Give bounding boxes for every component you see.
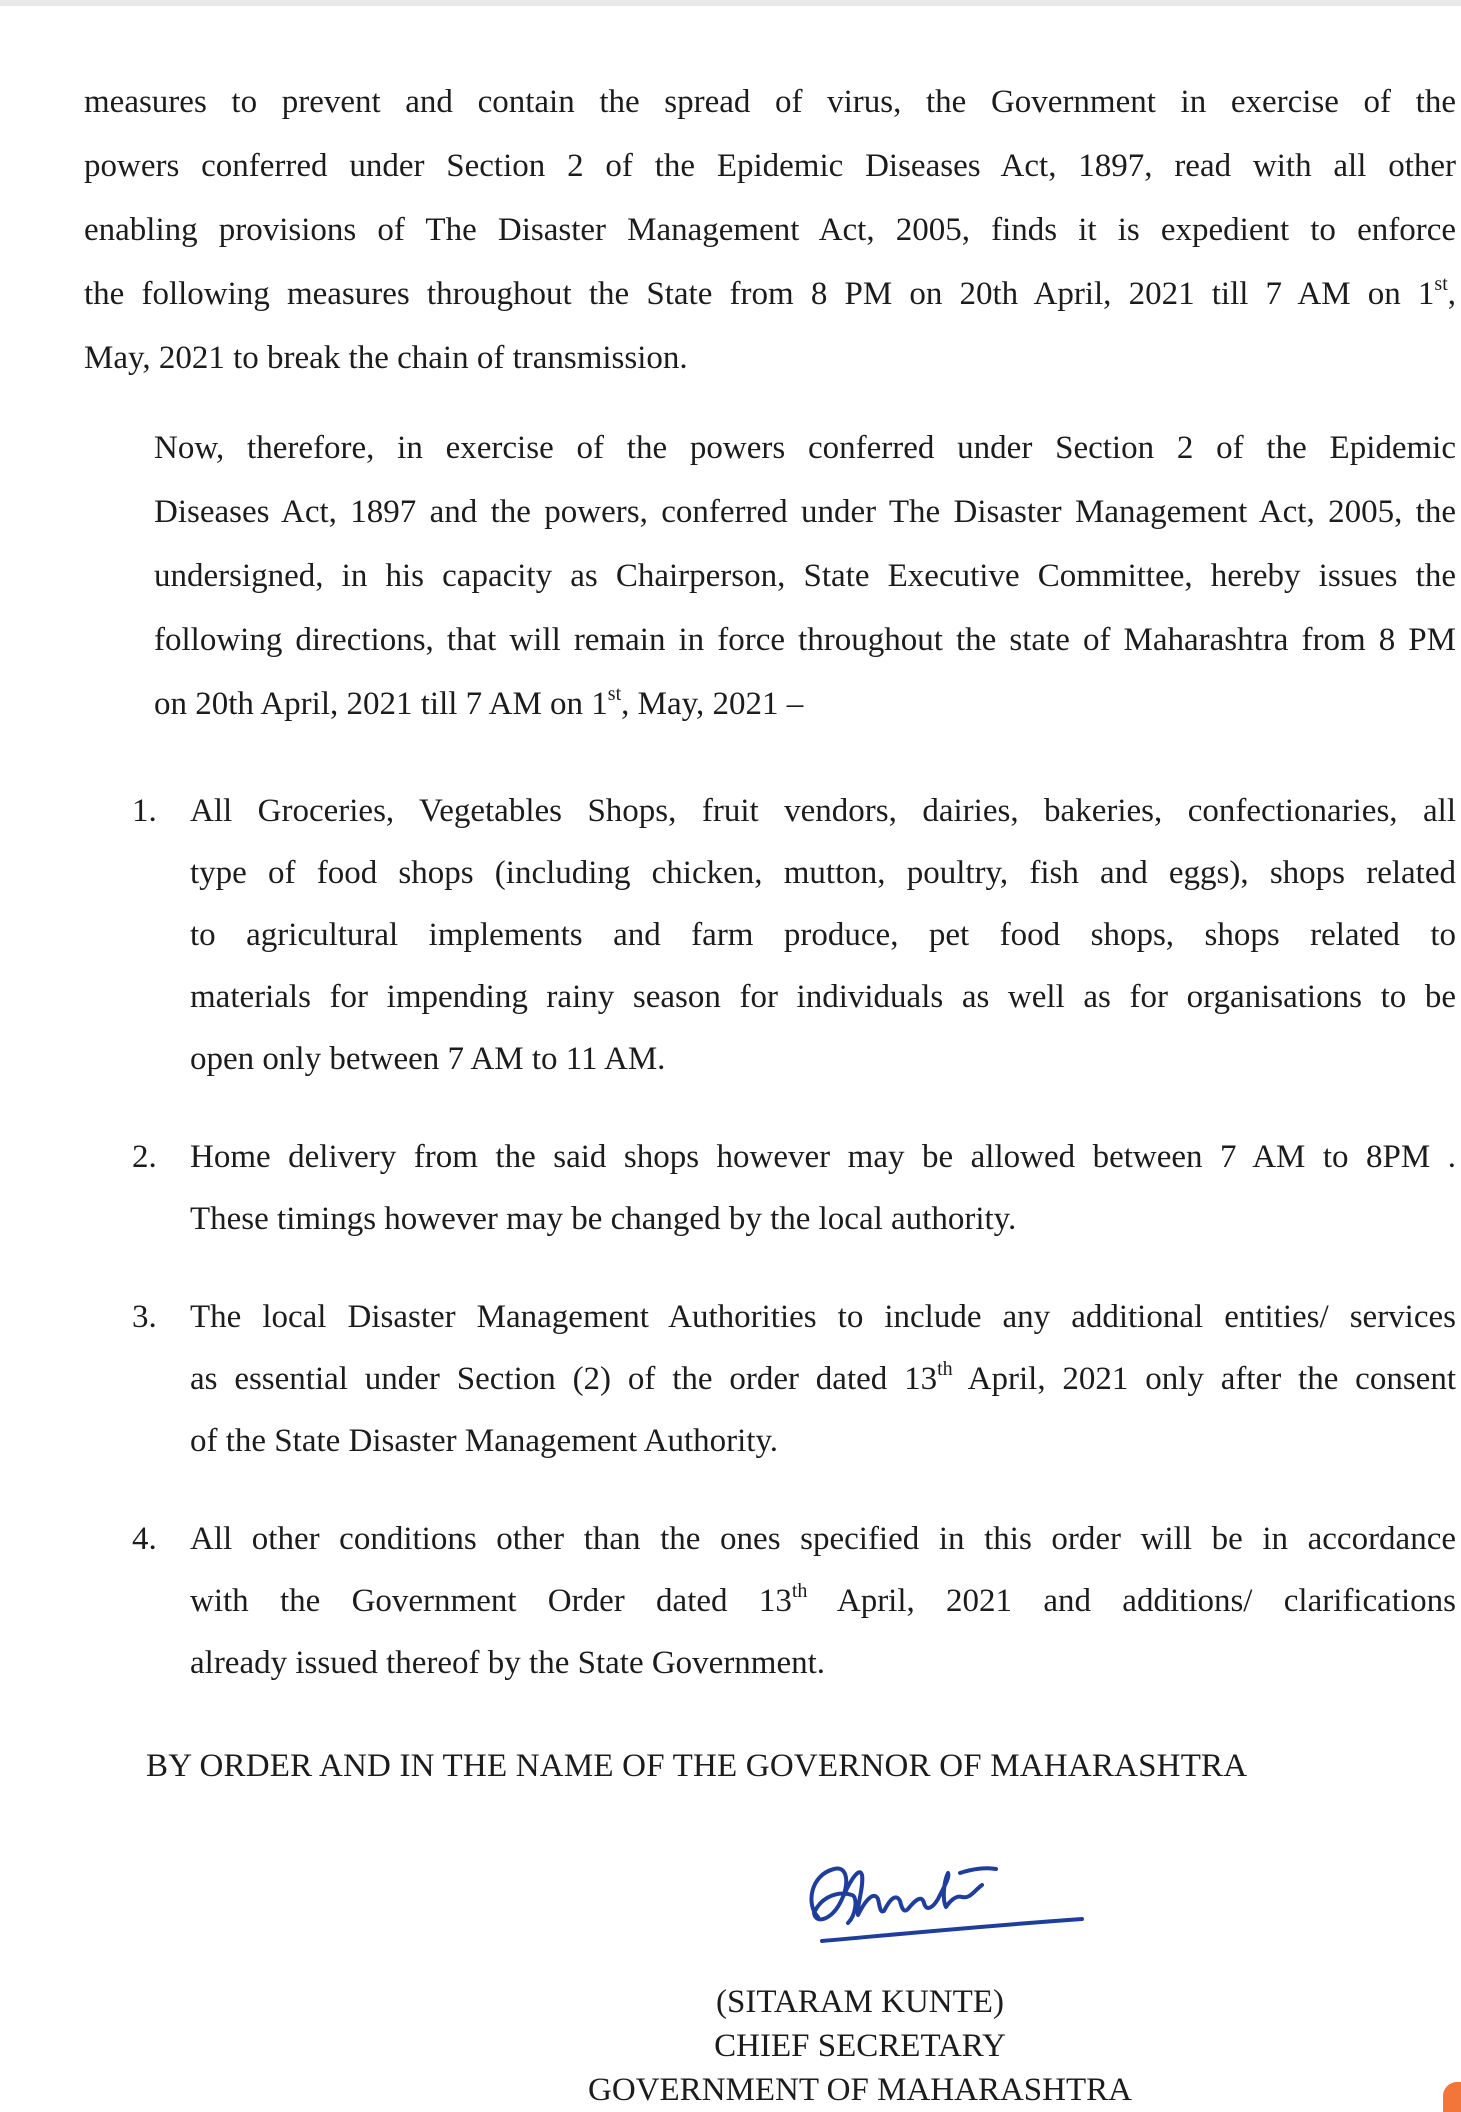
item-line: The local Disaster Management Authorities to include any additional entities/ services	[190, 1299, 1456, 1335]
signatory-block	[520, 1980, 1200, 2112]
item-number: 1.	[132, 793, 157, 829]
list-item	[84, 1508, 1456, 1694]
signature-stroke	[811, 1868, 855, 1923]
item-line: of the State Disaster Management Authority.	[190, 1423, 779, 1459]
paragraph-line: undersigned, in his capacity as Chairperson, State Executive Committee, hereby issues the	[154, 558, 1456, 594]
paragraph-line: May, 2021 to break the chain of transmission.	[84, 340, 688, 376]
paragraph-line	[84, 262, 1456, 326]
signatory-office: GOVERNMENT OF MAHARASHTRA	[588, 2072, 1132, 2108]
item-line: All Groceries, Vegetables Shops, fruit vendors, dairies, bakeries, confectionaries, all	[190, 793, 1456, 829]
item-line: These timings however may be changed by the local authority.	[190, 1201, 1017, 1237]
superscript-th: th	[791, 1580, 808, 1602]
paragraph-line	[84, 672, 1456, 736]
paragraph-line-text: on 20th April, 2021 till 7 AM on 1	[154, 686, 608, 722]
scan-top-edge	[0, 0, 1461, 6]
item-text	[190, 1126, 1456, 1250]
item-number: 3.	[132, 1299, 157, 1335]
list-item	[84, 780, 1456, 1090]
item-line: open only between 7 AM to 11 AM.	[190, 1041, 666, 1077]
item-line	[190, 1348, 1456, 1410]
signatory-designation: CHIEF SECRETARY	[714, 2028, 1006, 2064]
list-item	[84, 1126, 1456, 1250]
item-text	[190, 1508, 1456, 1694]
signatory-name: (SITARAM KUNTE)	[716, 1984, 1004, 2020]
list-item	[84, 1286, 1456, 1472]
item-line: Home delivery from the said shops however may be allowed between 7 AM to 8PM .	[190, 1139, 1456, 1175]
superscript-th: th	[937, 1358, 953, 1380]
paragraph-line: Now, therefore, in exercise of the powers conferred under Section 2 of the Epidemic	[154, 430, 1456, 466]
superscript-st: st	[607, 683, 622, 705]
item-line-text: with the Government Order dated 13	[190, 1583, 792, 1619]
item-number: 4.	[132, 1521, 157, 1557]
signature-stroke	[960, 1868, 996, 1873]
directions-list	[84, 780, 1456, 1694]
paragraph-line: Diseases Act, 1897 and the powers, conferred under The Disaster Management Act, 2005, the	[154, 494, 1456, 530]
item-line: already issued thereof by the State Government.	[190, 1645, 826, 1681]
comma: ,	[1447, 276, 1456, 312]
signature-stroke	[844, 1872, 982, 1915]
paragraph-measures	[84, 70, 1456, 390]
item-line: All other conditions other than the ones specified in this order will be in accordance	[190, 1521, 1456, 1557]
item-line-text: April, 2021 and additions/ clarifications	[807, 1583, 1456, 1619]
item-text	[190, 780, 1456, 1090]
paragraph-line-tail: , May, 2021 –	[621, 686, 804, 722]
document-page	[84, 70, 1456, 1788]
signature-image	[800, 1855, 1100, 1965]
scan-corner-mark	[1443, 2082, 1461, 2112]
paragraph-directions	[84, 416, 1456, 736]
item-line: materials for impending rainy season for individuals as well as for organisations to be	[190, 979, 1456, 1015]
paragraph-line: following directions, that will remain in force throughout the state of Maharashtra from 8 PM	[154, 622, 1456, 658]
superscript-st: st	[1434, 273, 1448, 295]
paragraph-line-text: the following measures throughout the State from 8 PM on 20th April, 2021 till 7 AM on 1	[84, 276, 1435, 312]
item-line: to agricultural implements and farm produce, pet food shops, shops related to	[190, 917, 1456, 953]
paragraph-line: enabling provisions of The Disaster Management Act, 2005, finds it is expedient to enforce	[84, 212, 1456, 248]
item-line	[190, 1570, 1456, 1632]
item-number: 2.	[132, 1139, 157, 1175]
item-text	[190, 1286, 1456, 1472]
paragraph-line: powers conferred under Section 2 of the Epidemic Diseases Act, 1897, read with all other	[84, 148, 1456, 184]
signature-stroke	[822, 1919, 1082, 1941]
item-line-text: as essential under Section (2) of the order dated 13	[190, 1361, 938, 1397]
item-line-text: April, 2021 only after the consent	[952, 1361, 1456, 1397]
item-line: type of food shops (including chicken, mutton, poultry, fish and eggs), shops related	[190, 855, 1456, 891]
order-statement: BY ORDER AND IN THE NAME OF THE GOVERNOR OF MAHARASHTRA	[146, 1748, 1248, 1784]
paragraph-line: measures to prevent and contain the spread of virus, the Government in exercise of the	[84, 84, 1456, 120]
